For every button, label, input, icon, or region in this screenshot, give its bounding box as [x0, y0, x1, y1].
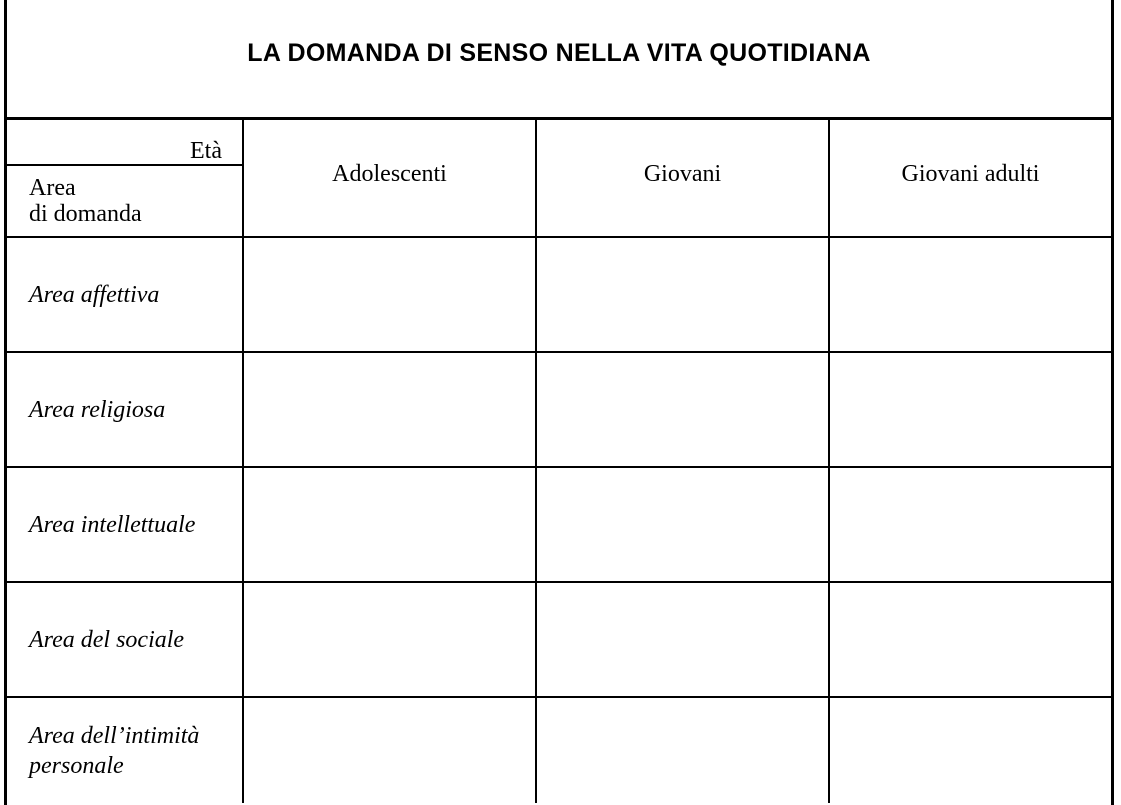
- question-area-label: [29, 175, 142, 227]
- row-label-area-intimita-personale: [7, 697, 243, 803]
- table-cell: [243, 352, 536, 467]
- table-row: [7, 582, 1111, 697]
- table-cell: [829, 582, 1111, 697]
- row-label-text: Area religiosa: [29, 396, 166, 423]
- column-header-giovani: Giovani: [536, 120, 829, 237]
- question-area-label-line1: Area: [29, 175, 76, 201]
- table-row: [7, 467, 1111, 582]
- age-label: Età: [190, 138, 222, 164]
- table-row: [7, 237, 1111, 352]
- row-label-area-del-sociale: [7, 582, 243, 697]
- column-header-giovani-adulti: Giovani adulti: [829, 120, 1111, 237]
- title-box: [7, 0, 1111, 120]
- table-cell: [829, 352, 1111, 467]
- table-cell: [829, 697, 1111, 803]
- page-title: LA DOMANDA DI SENSO NELLA VITA QUOTIDIANA: [247, 39, 871, 67]
- table-cell: [829, 467, 1111, 582]
- table-cell: [243, 237, 536, 352]
- row-label-area-intellettuale: [7, 467, 243, 582]
- table-cell: [243, 697, 536, 803]
- row-label-text: Area affettiva: [29, 281, 160, 308]
- document-frame: [4, 0, 1114, 805]
- question-area-label-line2: di domanda: [29, 201, 142, 227]
- table-row: [7, 697, 1111, 803]
- sense-question-table: [7, 120, 1111, 803]
- table-header-row: [7, 120, 1111, 237]
- corner-header-cell: [7, 120, 243, 237]
- row-label-area-affettiva: [7, 237, 243, 352]
- table-cell: [243, 582, 536, 697]
- table-cell: [536, 352, 829, 467]
- table-cell: [829, 237, 1111, 352]
- column-header-adolescenti: Adolescenti: [243, 120, 536, 237]
- table-cell: [243, 467, 536, 582]
- table-cell: [536, 697, 829, 803]
- table-row: [7, 352, 1111, 467]
- row-label-text: Area dell’intimità: [29, 722, 200, 749]
- table-cell: [536, 467, 829, 582]
- row-label-text-line2: personale: [29, 752, 124, 779]
- table-cell: [536, 582, 829, 697]
- row-label-area-religiosa: [7, 352, 243, 467]
- row-label-text: Area intellettuale: [29, 511, 196, 538]
- corner-divider: [7, 164, 242, 166]
- table-cell: [536, 237, 829, 352]
- row-label-text: Area del sociale: [29, 626, 185, 653]
